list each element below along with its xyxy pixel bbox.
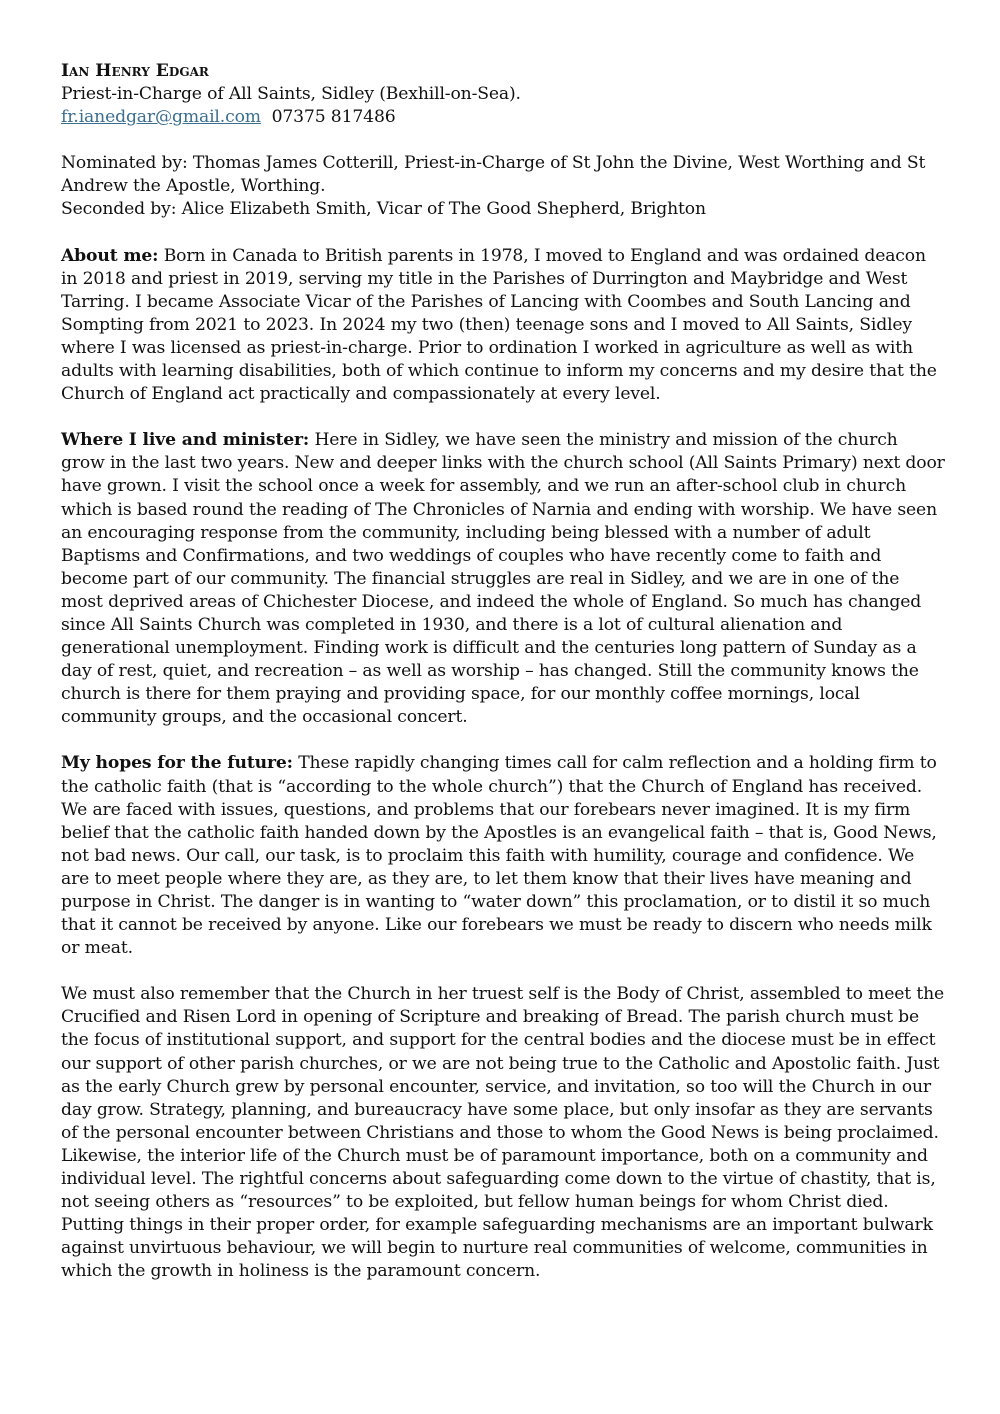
seconded-by: Seconded by: Alice Elizabeth Smith, Vicar of The Good Shepherd, Brighton [61, 199, 706, 220]
about-text: Born in Canada to British parents in 1978, I moved to England and was ordained deacon in 2018 and priest in 2019, serving my title in the Parishes of Durrington and Maybridge and West Tarring. I became Associate Vicar of the Parishes of Lancing with Coombes and South Lancing and Sompting from 2021 to 2023. In 2024 my two (then) teenage sons and I moved to All Saints, Sidley where I was licensed as priest-in-charge. Prior to ordination I worked in agriculture as well as with adults with learning disabilities, both of which continue to inform my concerns and my desire that the Church of England act practically and compassionately at every level. [61, 245, 937, 405]
hopes-heading: My hopes for the future: [61, 753, 293, 774]
email-link[interactable]: fr.ianedgar@gmail.com [61, 107, 261, 128]
where-text: Here in Sidley, we have seen the ministry and mission of the church grow in the last two years. New and deeper links with the church school (All Saints Primary) next door have grown. I visit the school once a week for assembly, and we run an after-school club in church which is based round the reading of The Chronicles of Narnia and ending with worship. We have seen an encouraging response from the community, including being blessed with a number of adult Baptisms and Confirmations, and two weddings of couples who have recently come to faith and become part of our community. The financial struggles are real in Sidley, and we are in one of the most deprived areas of Chichester Diocese, and indeed the whole of England. So much has changed since All Saints Church was completed in 1930, and there is a lot of cultural alienation and generational unemployment. Finding work is difficult and the centuries long pattern of Sunday as a day of rest, quiet, and recreation – as well as worship – has changed. Still the community knows the church is there for them praying and providing space, for our monthly coffee mornings, local community groups, and the occasional concert. [61, 430, 945, 728]
nominated-by: Nominated by: Thomas James Cotterill, Priest-in-Charge of St John the Divine, West Worthing and St Andrew the Apostle, Worthing. [61, 153, 926, 197]
about-heading: About me: [61, 245, 159, 266]
spacer [61, 406, 946, 429]
contact-line [61, 106, 946, 129]
document-page [61, 60, 946, 1284]
hopes-paragraph [61, 752, 946, 960]
candidate-role: Priest-in-Charge of All Saints, Sidley (Bexhill-on-Sea). [61, 84, 521, 105]
candidate-name: Ian Henry Edgar [61, 61, 209, 81]
where-heading: Where I live and minister: [61, 430, 310, 451]
about-paragraph [61, 245, 946, 407]
spacer [61, 222, 946, 245]
spacer [61, 960, 946, 983]
spacer [61, 129, 946, 152]
where-paragraph [61, 429, 946, 729]
hopes-text: These rapidly changing times call for calm reflection and a holding firm to the catholic faith (that is “according to the whole church”) that the Church of England has received. We are faced with issues, questions, and problems that our forebears never imagined. It is my firm belief that the catholic faith handed down by the Apostles is an evangelical faith – that is, Good News, not bad news. Our call, our task, is to proclaim this faith with humility, courage and confidence. We are to meet people where they are, as they are, to let them know that their lives have meaning and purpose in Christ. The danger is in wanting to “water down” this proclamation, or to distil it so much that it cannot be received by anyone. Like our forebears we must be ready to discern who needs milk or meat. [61, 753, 937, 959]
closing-paragraph: We must also remember that the Church in her truest self is the Body of Christ, assembled to meet the Crucified and Risen Lord in opening of Scripture and breaking of Bread. The parish church must be the focus of institutional support, and support for the central bodies and the diocese must be in effect our support of other parish churches, or we are not being true to the Catholic and Apostolic faith. Just as the early Church grew by personal encounter, service, and invitation, so too will the Church in our day grow. Strategy, planning, and bureaucracy have some place, but only insofar as they are servants of the personal encounter between Christians and those to whom the Good News is being proclaimed. Likewise, the interior life of the Church must be of paramount importance, both on a community and individual level. The rightful concerns about safeguarding come down to the virtue of chastity, that is, not seeing others as “resources” to be exploited, but fellow human beings for whom Christ died. Putting things in their proper order, for example safeguarding mechanisms are an important bulwark against unvirtuous behaviour, we will begin to nurture real communities of welcome, communities in which the growth in holiness is the paramount concern. [61, 984, 945, 1282]
phone-number: 07375 817486 [271, 107, 396, 128]
spacer [61, 729, 946, 752]
